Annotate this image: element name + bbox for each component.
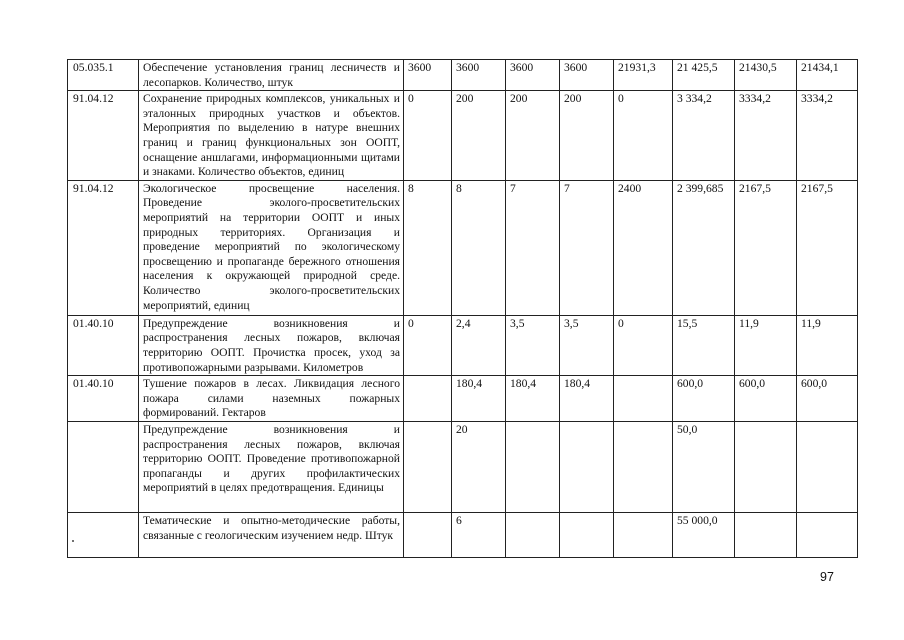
value-cell: 200 bbox=[452, 91, 506, 181]
table-row bbox=[68, 60, 858, 91]
value-cell: 3600 bbox=[506, 60, 560, 91]
row-description: Предупреждение возникновения и распространения лесных пожаров, включая территорию ООПТ. Прочистка просек, уход за противопожарными разрывами. Километров bbox=[139, 315, 404, 375]
row-code: 01.40.10 bbox=[68, 315, 139, 375]
value-cell: 11,9 bbox=[797, 315, 858, 375]
row-code bbox=[68, 512, 139, 557]
row-description: Тушение пожаров в лесах. Ликвидация лесного пожара силами наземных пожарных формирований. Гектаров bbox=[139, 376, 404, 422]
value-cell: 21430,5 bbox=[735, 60, 797, 91]
table-row bbox=[68, 376, 858, 422]
table-body bbox=[68, 60, 858, 558]
value-cell: 21434,1 bbox=[797, 60, 858, 91]
value-cell: 180,4 bbox=[560, 376, 614, 422]
value-cell bbox=[560, 512, 614, 557]
value-cell bbox=[506, 512, 560, 557]
value-cell: 21931,3 bbox=[614, 60, 673, 91]
table-row bbox=[68, 180, 858, 315]
value-cell: 0 bbox=[404, 315, 452, 375]
value-cell: 200 bbox=[560, 91, 614, 181]
value-cell: 21 425,5 bbox=[673, 60, 735, 91]
row-description: Тематические и опытно-методические работы, связанные с геологическим изучением недр. Штук bbox=[139, 512, 404, 557]
value-cell: 3600 bbox=[452, 60, 506, 91]
value-cell: 600,0 bbox=[673, 376, 735, 422]
scan-speck bbox=[72, 540, 74, 542]
row-description: Предупреждение возникновения и распространения лесных пожаров, включая территорию ООПТ. Проведение противопожарной пропаганды и других профилактических мероприятий в целях предотвращения. Единицы bbox=[139, 421, 404, 512]
value-cell bbox=[735, 421, 797, 512]
value-cell bbox=[797, 512, 858, 557]
value-cell: 20 bbox=[452, 421, 506, 512]
value-cell: 50,0 bbox=[673, 421, 735, 512]
value-cell bbox=[614, 421, 673, 512]
value-cell: 0 bbox=[404, 91, 452, 181]
value-cell: 600,0 bbox=[797, 376, 858, 422]
row-code: 01.40.10 bbox=[68, 376, 139, 422]
value-cell: 2400 bbox=[614, 180, 673, 315]
value-cell: 15,5 bbox=[673, 315, 735, 375]
row-description: Обеспечение установления границ лесничеств и лесопарков. Количество, штук bbox=[139, 60, 404, 91]
value-cell: 3334,2 bbox=[797, 91, 858, 181]
page-number: 97 bbox=[820, 570, 834, 584]
value-cell: 600,0 bbox=[735, 376, 797, 422]
row-code: 91.04.12 bbox=[68, 180, 139, 315]
value-cell: 2167,5 bbox=[735, 180, 797, 315]
row-description: Экологическое просвещение населения. Проведение эколого-просветительских мероприятий на территории ООПТ и иных природных территориях. Организация и проведение мероприятий по экологическому просвещению и пропаганде бережного отношения населения к окружающей природной среде. Количество эколого-просветительских мероприятий, единиц bbox=[139, 180, 404, 315]
value-cell bbox=[404, 421, 452, 512]
value-cell: 11,9 bbox=[735, 315, 797, 375]
value-cell bbox=[614, 376, 673, 422]
table-row bbox=[68, 421, 858, 512]
value-cell: 8 bbox=[452, 180, 506, 315]
value-cell bbox=[735, 512, 797, 557]
value-cell bbox=[404, 376, 452, 422]
table-row bbox=[68, 512, 858, 557]
value-cell: 0 bbox=[614, 315, 673, 375]
value-cell: 2167,5 bbox=[797, 180, 858, 315]
value-cell bbox=[560, 421, 614, 512]
value-cell: 6 bbox=[452, 512, 506, 557]
table-row bbox=[68, 91, 858, 181]
value-cell: 7 bbox=[560, 180, 614, 315]
value-cell: 3600 bbox=[560, 60, 614, 91]
value-cell: 7 bbox=[506, 180, 560, 315]
value-cell: 200 bbox=[506, 91, 560, 181]
value-cell: 180,4 bbox=[452, 376, 506, 422]
row-code: 05.035.1 bbox=[68, 60, 139, 91]
value-cell bbox=[506, 421, 560, 512]
value-cell: 3,5 bbox=[560, 315, 614, 375]
value-cell: 0 bbox=[614, 91, 673, 181]
value-cell: 2,4 bbox=[452, 315, 506, 375]
value-cell: 180,4 bbox=[506, 376, 560, 422]
row-code bbox=[68, 421, 139, 512]
indicators-table bbox=[67, 59, 858, 558]
value-cell bbox=[614, 512, 673, 557]
value-cell: 55 000,0 bbox=[673, 512, 735, 557]
value-cell: 8 bbox=[404, 180, 452, 315]
value-cell: 3,5 bbox=[506, 315, 560, 375]
value-cell: 3334,2 bbox=[735, 91, 797, 181]
row-code: 91.04.12 bbox=[68, 91, 139, 181]
value-cell: 2 399,685 bbox=[673, 180, 735, 315]
value-cell bbox=[404, 512, 452, 557]
value-cell: 3 334,2 bbox=[673, 91, 735, 181]
table-row bbox=[68, 315, 858, 375]
value-cell bbox=[797, 421, 858, 512]
row-description: Сохранение природных комплексов, уникальных и эталонных природных участков и объектов. Мероприятия по выделению в натуре внешних границ и границ функциональных зон ООПТ, оснащение аншлагами, информационными щитами и знаками. Количество объектов, единиц bbox=[139, 91, 404, 181]
value-cell: 3600 bbox=[404, 60, 452, 91]
